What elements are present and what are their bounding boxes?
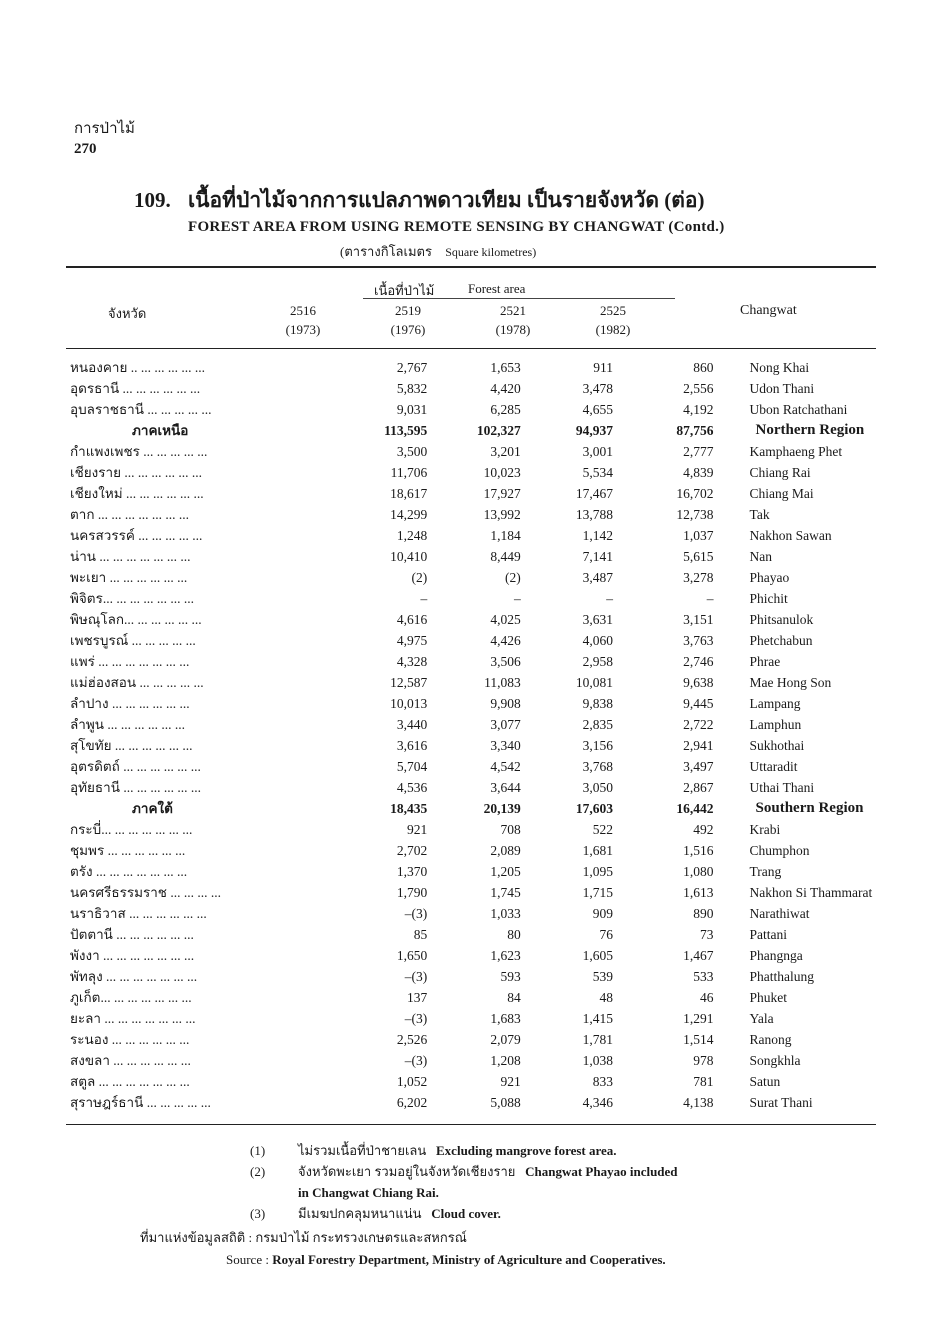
table-row xyxy=(70,840,941,861)
changwat-english: Phayao xyxy=(749,570,790,585)
forest-area-value: 4,346 xyxy=(582,1095,614,1110)
forest-area-value: 84 xyxy=(507,990,521,1005)
forest-area-value: 9,031 xyxy=(396,402,428,417)
changwat-thai: อุบลราชธานี ... ... ... ... ... xyxy=(70,402,212,417)
changwat-english: Pattani xyxy=(749,927,788,942)
year-be-4: 2525 xyxy=(600,303,626,318)
forest-area-value: 80 xyxy=(507,927,521,942)
forest-area-value: 2,867 xyxy=(683,780,714,795)
footnote-english: Cloud cover. xyxy=(431,1206,501,1221)
table-row xyxy=(70,987,941,1008)
table-row xyxy=(70,504,941,525)
year-ad-2: (1976) xyxy=(390,322,426,337)
changwat-english: Yala xyxy=(749,1011,774,1026)
changwat-english: Narathiwat xyxy=(749,906,810,921)
source-english-text: Royal Forestry Department, Ministry of Agriculture and Cooperatives. xyxy=(272,1252,666,1267)
year-be-3: 2521 xyxy=(500,303,526,318)
changwat-thai: ภาคเหนือ xyxy=(132,423,189,438)
changwat-thai: ชุมพร ... ... ... ... ... ... xyxy=(70,843,186,858)
forest-area-value: 18,617 xyxy=(390,486,428,501)
forest-area-value: – xyxy=(606,591,614,606)
forest-area-value: 3,478 xyxy=(582,381,614,396)
source-thai-text: กรมป่าไม้ กระทรวงเกษตรและสหกรณ์ xyxy=(255,1230,467,1245)
forest-area-value: 1,080 xyxy=(683,864,714,879)
changwat-english: Krabi xyxy=(749,822,781,837)
forest-area-value: 9,638 xyxy=(683,675,714,690)
forest-area-value: 85 xyxy=(413,927,428,942)
changwat-thai: ภาคใต้ xyxy=(132,801,173,816)
footnote-1 xyxy=(250,1140,678,1161)
forest-area-value: 708 xyxy=(500,822,521,837)
forest-area-value: 10,013 xyxy=(390,696,428,711)
header-rule xyxy=(66,348,876,349)
forest-area-value: 2,079 xyxy=(490,1032,521,1047)
changwat-english: Nakhon Si Thammarat xyxy=(749,885,873,900)
changwat-thai: พังงา ... ... ... ... ... ... ... xyxy=(70,948,195,963)
changwat-thai: ลำพูน ... ... ... ... ... ... xyxy=(70,717,185,732)
table-row xyxy=(70,441,941,462)
footnotes xyxy=(250,1140,678,1224)
forest-area-value: (2) xyxy=(411,570,428,585)
year-be-1: 2516 xyxy=(290,303,316,318)
forest-area-value: 3,497 xyxy=(683,759,714,774)
changwat-thai: ภูเก็ต... ... ... ... ... ... ... xyxy=(70,990,192,1005)
forest-area-value: 1,715 xyxy=(582,885,614,900)
table-row xyxy=(70,903,941,924)
forest-area-table xyxy=(70,357,941,1113)
forest-area-value: 7,141 xyxy=(582,549,614,564)
forest-area-value: 1,605 xyxy=(582,948,614,963)
forest-area-value: 10,410 xyxy=(390,549,428,564)
forest-area-value: 113,595 xyxy=(384,423,428,438)
changwat-english: Surat Thani xyxy=(749,1095,813,1110)
forest-area-value: 10,081 xyxy=(575,675,614,690)
forest-area-value: 860 xyxy=(693,360,714,375)
changwat-thai: พะเยา ... ... ... ... ... ... xyxy=(70,570,188,585)
changwat-thai: อุตรดิตถ์ ... ... ... ... ... ... xyxy=(70,759,201,774)
changwat-english: Phuket xyxy=(749,990,788,1005)
changwat-thai: อุทัยธานี ... ... ... ... ... ... xyxy=(70,780,201,795)
forest-area-value: 12,587 xyxy=(390,675,428,690)
running-head: การป่าไม้ xyxy=(74,121,135,137)
forest-area-value: 18,435 xyxy=(390,801,428,816)
forest-area-value: 1,033 xyxy=(490,906,521,921)
forest-area-value: 3,616 xyxy=(396,738,428,753)
forest-area-value: 87,756 xyxy=(676,423,714,438)
forest-area-value: 533 xyxy=(693,969,714,984)
forest-area-value: 48 xyxy=(599,990,614,1005)
table-row xyxy=(70,609,941,630)
forest-area-value: 3,156 xyxy=(582,738,614,753)
forest-area-value: 94,937 xyxy=(575,423,614,438)
forest-area-value: 4,616 xyxy=(396,612,428,627)
forest-area-value: 102,327 xyxy=(476,423,521,438)
forest-area-value: 6,285 xyxy=(490,402,521,417)
changwat-english: Chiang Mai xyxy=(749,486,814,501)
footnote-english: Excluding mangrove forest area. xyxy=(436,1143,617,1158)
forest-area-value: 5,088 xyxy=(490,1095,521,1110)
table-number: 109. xyxy=(134,188,171,212)
forest-area-value: 1,142 xyxy=(582,528,614,543)
forest-area-value: 46 xyxy=(700,990,714,1005)
forest-area-value: –(3) xyxy=(404,906,428,921)
forest-area-value: 10,023 xyxy=(483,465,521,480)
changwat-english: Phitsanulok xyxy=(749,612,814,627)
forest-area-value: 3,201 xyxy=(490,444,521,459)
year-ad-1: (1973) xyxy=(285,322,321,337)
forest-area-value: 2,958 xyxy=(582,654,614,669)
forest-area-value: 4,536 xyxy=(396,780,428,795)
year-ad-3: (1978) xyxy=(495,322,531,337)
forest-area-value: 1,683 xyxy=(490,1011,521,1026)
changwat-thai: กระบี่... ... ... ... ... ... ... xyxy=(70,822,193,837)
table-row xyxy=(70,861,941,882)
table-row xyxy=(70,882,941,903)
forest-area-value: 909 xyxy=(592,906,614,921)
forest-area-value: 3,768 xyxy=(582,759,614,774)
changwat-thai: เชียงใหม่ ... ... ... ... ... ... xyxy=(70,486,204,501)
forest-area-value: – xyxy=(706,591,714,606)
forest-area-value: 3,278 xyxy=(683,570,714,585)
forest-area-value: 492 xyxy=(693,822,714,837)
table-title-thai xyxy=(134,184,705,217)
forest-area-value: 2,777 xyxy=(683,444,714,459)
forest-area-value: 5,615 xyxy=(683,549,714,564)
forest-area-value: 11,083 xyxy=(484,675,521,690)
forest-area-value: 9,445 xyxy=(683,696,714,711)
footnote-english: Changwat Phayao included xyxy=(525,1164,678,1179)
changwat-thai: สุราษฎร์ธานี ... ... ... ... ... xyxy=(70,1095,211,1110)
table-row xyxy=(70,777,941,798)
forest-area-value: 1,790 xyxy=(396,885,428,900)
forest-area-value: 1,095 xyxy=(582,864,614,879)
table-row xyxy=(70,693,941,714)
forest-area-value: – xyxy=(514,591,521,606)
footnote-3 xyxy=(250,1203,678,1224)
forest-area-value: 1,370 xyxy=(396,864,428,879)
forest-area-value: 1,653 xyxy=(490,360,521,375)
changwat-english: Kamphaeng Phet xyxy=(749,444,843,459)
forest-area-value: 9,838 xyxy=(582,696,614,711)
forest-area-value: 2,526 xyxy=(396,1032,428,1047)
forest-area-value: 3,440 xyxy=(396,717,428,732)
footnote-number: (3) xyxy=(250,1206,266,1221)
changwat-thai: เชียงราย ... ... ... ... ... ... xyxy=(70,465,203,480)
year-be-2: 2519 xyxy=(395,303,421,318)
header-changwat-thai: จังหวัด xyxy=(108,306,147,321)
changwat-english: Uthai Thani xyxy=(749,780,815,795)
forest-area-value: 17,467 xyxy=(575,486,614,501)
forest-area-value: 17,603 xyxy=(575,801,614,816)
footnote-2-continued xyxy=(250,1182,678,1203)
footnote-english-continued: in Changwat Chiang Rai. xyxy=(298,1185,439,1200)
forest-area-value: 2,746 xyxy=(683,654,714,669)
forest-area-value: 1,745 xyxy=(490,885,521,900)
forest-area-value: 4,975 xyxy=(396,633,428,648)
table-row xyxy=(70,462,941,483)
changwat-thai: สตูล ... ... ... ... ... ... ... xyxy=(70,1074,190,1089)
header-forest-area-english: Forest area xyxy=(468,281,526,296)
units-english: Square kilometres) xyxy=(445,245,537,259)
changwat-english: Phangnga xyxy=(749,948,803,963)
forest-area-value: –(3) xyxy=(404,1011,428,1026)
forest-area-value: 3,500 xyxy=(396,444,428,459)
forest-area-value: 1,248 xyxy=(396,528,428,543)
changwat-english: Mae Hong Son xyxy=(749,675,832,690)
source-thai xyxy=(140,1227,467,1248)
changwat-english: Udon Thani xyxy=(749,381,815,396)
table-row xyxy=(70,966,941,987)
table-row xyxy=(70,1071,941,1092)
changwat-thai: สงขลา ... ... ... ... ... ... xyxy=(70,1053,191,1068)
changwat-english: Satun xyxy=(749,1074,781,1089)
forest-area-value: 73 xyxy=(700,927,714,942)
changwat-english: Northern Region xyxy=(755,422,865,438)
changwat-english: Uttaradit xyxy=(749,759,798,774)
forest-area-value: 539 xyxy=(592,969,614,984)
forest-area-value: 6,202 xyxy=(396,1095,428,1110)
forest-area-value: 3,151 xyxy=(683,612,714,627)
forest-area-value: 3,077 xyxy=(490,717,521,732)
forest-area-value: 2,702 xyxy=(396,843,428,858)
forest-area-value: 3,644 xyxy=(490,780,521,795)
changwat-thai: แม่ฮ่องสอน ... ... ... ... ... xyxy=(70,675,204,690)
forest-area-value: 4,426 xyxy=(490,633,521,648)
forest-area-value: 3,340 xyxy=(490,738,521,753)
source-english-label: Source : xyxy=(226,1252,269,1267)
footnote-thai: ไม่รวมเนื้อที่ป่าชายเลน xyxy=(298,1143,427,1158)
forest-area-value: 20,139 xyxy=(483,801,521,816)
forest-area-value: 14,299 xyxy=(390,507,428,522)
forest-area-value: 911 xyxy=(593,360,614,375)
forest-area-value: 1,516 xyxy=(683,843,714,858)
units-thai: (ตารางกิโลเมตร xyxy=(340,244,432,259)
forest-area-value: –(3) xyxy=(404,969,428,984)
forest-area-value: 11,706 xyxy=(390,465,428,480)
page-number: 270 xyxy=(74,141,97,157)
forest-area-value: 4,542 xyxy=(490,759,521,774)
table-row xyxy=(70,819,941,840)
changwat-english: Ranong xyxy=(749,1032,792,1047)
changwat-english: Nakhon Sawan xyxy=(749,528,832,543)
forest-area-value: 4,138 xyxy=(683,1095,714,1110)
forest-area-value: 3,763 xyxy=(683,633,714,648)
table-row xyxy=(70,924,941,945)
table-title-english: FOREST AREA FROM USING REMOTE SENSING BY CHANGWAT (Contd.) xyxy=(188,219,725,235)
forest-area-value: 781 xyxy=(693,1074,714,1089)
forest-area-value: 2,089 xyxy=(490,843,521,858)
forest-area-value: 137 xyxy=(407,990,428,1005)
table-row xyxy=(70,945,941,966)
forest-area-value: 4,060 xyxy=(582,633,614,648)
table-row xyxy=(70,546,941,567)
forest-area-value: 9,908 xyxy=(490,696,521,711)
forest-area-value: 4,025 xyxy=(490,612,521,627)
source-thai-label: ที่มาแห่งข้อมูลสถิติ : xyxy=(140,1230,253,1245)
changwat-thai: อุดรธานี ... ... ... ... ... ... xyxy=(70,381,201,396)
header-forest-area-thai: เนื้อที่ป่าไม้ xyxy=(374,283,435,298)
forest-area-value: 1,291 xyxy=(683,1011,714,1026)
forest-area-value: – xyxy=(420,591,428,606)
header-changwat-english: Changwat xyxy=(740,303,797,318)
forest-area-value: 833 xyxy=(592,1074,614,1089)
changwat-english: Songkhla xyxy=(749,1053,801,1068)
forest-area-value: 2,835 xyxy=(582,717,614,732)
forest-area-value: 1,467 xyxy=(683,948,714,963)
changwat-english: Phatthalung xyxy=(749,969,815,984)
forest-area-value: 5,832 xyxy=(396,381,428,396)
changwat-english: Phichit xyxy=(749,591,788,606)
changwat-thai: กำแพงเพชร ... ... ... ... ... xyxy=(70,444,208,459)
footnote-thai: มีเมฆปกคลุมหนาแน่น xyxy=(298,1206,422,1221)
changwat-thai: ตรัง ... ... ... ... ... ... ... xyxy=(70,864,188,879)
table-row xyxy=(70,525,941,546)
table-row xyxy=(70,378,941,399)
changwat-english: Chiang Rai xyxy=(749,465,811,480)
changwat-thai: เพชรบูรณ์ ... ... ... ... ... xyxy=(70,633,196,648)
forest-area-value: 1,681 xyxy=(582,843,614,858)
forest-area-value: 76 xyxy=(599,927,614,942)
table-row xyxy=(70,483,941,504)
year-ad-4: (1982) xyxy=(595,322,631,337)
changwat-english: Chumphon xyxy=(749,843,810,858)
changwat-english: Phrae xyxy=(749,654,781,669)
forest-area-value: 921 xyxy=(407,822,428,837)
changwat-thai: สุโขทัย ... ... ... ... ... ... xyxy=(70,738,193,753)
forest-area-value: 3,001 xyxy=(582,444,614,459)
table-row xyxy=(70,1029,941,1050)
forest-area-value: 5,534 xyxy=(582,465,614,480)
forest-area-value: 8,449 xyxy=(490,549,521,564)
forest-area-value: 1,052 xyxy=(396,1074,428,1089)
table-row xyxy=(70,1092,941,1113)
changwat-thai: นราธิวาส ... ... ... ... ... ... xyxy=(70,906,207,921)
region-row xyxy=(70,420,941,441)
table-row xyxy=(70,672,941,693)
changwat-thai: ยะลา ... ... ... ... ... ... ... xyxy=(70,1011,196,1026)
changwat-english: Ubon Ratchathani xyxy=(749,402,848,417)
forest-area-value: 522 xyxy=(592,822,614,837)
forest-area-value: 1,650 xyxy=(396,948,428,963)
forest-area-value: 1,208 xyxy=(490,1053,521,1068)
forest-area-value: 593 xyxy=(500,969,521,984)
forest-area-value: 4,192 xyxy=(683,402,714,417)
table-row xyxy=(70,1008,941,1029)
forest-area-value: 13,788 xyxy=(575,507,614,522)
table-row xyxy=(70,1050,941,1071)
changwat-english: Tak xyxy=(749,507,770,522)
changwat-english: Phetchabun xyxy=(749,633,813,648)
forest-area-value: (2) xyxy=(505,570,521,585)
bottom-rule xyxy=(66,1124,876,1125)
changwat-english: Nong Khai xyxy=(749,360,810,375)
table-row xyxy=(70,756,941,777)
table-row xyxy=(70,630,941,651)
title-thai-text: เนื้อที่ป่าไม้จากการแปลภาพดาวเทียม เป็นรายจังหวัด (ต่อ) xyxy=(188,188,705,212)
changwat-english: Lampang xyxy=(749,696,801,711)
changwat-thai: ปัตตานี ... ... ... ... ... ... xyxy=(70,927,194,942)
source-english xyxy=(226,1249,666,1270)
forest-area-value: 1,623 xyxy=(490,948,521,963)
changwat-thai: น่าน ... ... ... ... ... ... ... xyxy=(70,549,191,564)
forest-area-value: 978 xyxy=(693,1053,714,1068)
changwat-thai: พิษณุโลก... ... ... ... ... ... xyxy=(70,612,202,627)
table-row xyxy=(70,567,941,588)
forest-area-value: 4,655 xyxy=(582,402,614,417)
forest-area-value: 1,514 xyxy=(683,1032,714,1047)
forest-area-value: 3,487 xyxy=(582,570,614,585)
forest-area-value: 2,767 xyxy=(396,360,428,375)
forest-area-value: –(3) xyxy=(404,1053,428,1068)
forest-area-value: 2,722 xyxy=(683,717,714,732)
forest-area-value: 1,781 xyxy=(582,1032,614,1047)
forest-area-value: 16,442 xyxy=(676,801,714,816)
forest-area-value: 1,205 xyxy=(490,864,521,879)
changwat-thai: แพร่ ... ... ... ... ... ... ... xyxy=(70,654,190,669)
table-row xyxy=(70,588,941,609)
changwat-english: Southern Region xyxy=(755,800,864,816)
forest-area-value: 4,839 xyxy=(683,465,714,480)
forest-area-value: 3,506 xyxy=(490,654,521,669)
changwat-thai: ระนอง ... ... ... ... ... ... xyxy=(70,1032,190,1047)
forest-area-value: 13,992 xyxy=(483,507,521,522)
forest-area-value: 2,941 xyxy=(683,738,714,753)
changwat-thai: หนองคาย .. ... ... ... ... ... xyxy=(70,360,205,375)
changwat-thai: นครสวรรค์ ... ... ... ... ... xyxy=(70,528,203,543)
forest-area-value: 4,328 xyxy=(396,654,428,669)
forest-area-value: 1,037 xyxy=(683,528,714,543)
forest-area-value: 1,184 xyxy=(490,528,521,543)
table-row xyxy=(70,357,941,378)
changwat-thai: พัทลุง ... ... ... ... ... ... ... xyxy=(70,969,198,984)
region-row xyxy=(70,798,941,819)
changwat-thai: นครศรีธรรมราช ... ... ... ... xyxy=(70,885,221,900)
table-row xyxy=(70,651,941,672)
changwat-english: Trang xyxy=(749,864,782,879)
changwat-thai: พิจิตร... ... ... ... ... ... ... xyxy=(70,591,194,606)
forest-area-value: 16,702 xyxy=(676,486,714,501)
footnote-2 xyxy=(250,1161,678,1182)
changwat-thai: ตาก ... ... ... ... ... ... ... xyxy=(70,507,190,522)
changwat-english: Nan xyxy=(749,549,773,564)
forest-area-value: 1,038 xyxy=(582,1053,614,1068)
table-row xyxy=(70,735,941,756)
forest-area-value: 2,556 xyxy=(683,381,714,396)
forest-area-value: 17,927 xyxy=(483,486,521,501)
top-rule xyxy=(66,266,876,268)
changwat-english: Lamphun xyxy=(749,717,802,732)
table-row xyxy=(70,399,941,420)
forest-area-value: 890 xyxy=(693,906,714,921)
table-row xyxy=(70,714,941,735)
footnote-thai: จังหวัดพะเยา รวมอยู่ในจังหวัดเชียงราย xyxy=(298,1164,516,1179)
forest-area-value: 3,631 xyxy=(582,612,614,627)
footnote-number: (2) xyxy=(250,1164,266,1179)
changwat-english: Sukhothai xyxy=(749,738,805,753)
forest-area-value: 1,415 xyxy=(582,1011,614,1026)
units-label xyxy=(340,241,536,262)
changwat-thai: ลำปาง ... ... ... ... ... ... xyxy=(70,696,190,711)
forest-area-value: 12,738 xyxy=(676,507,714,522)
forest-area-value: 5,704 xyxy=(396,759,428,774)
forest-area-value: 4,420 xyxy=(490,381,521,396)
footnote-number: (1) xyxy=(250,1143,266,1158)
forest-area-value: 1,613 xyxy=(683,885,714,900)
forest-area-value: 3,050 xyxy=(582,780,614,795)
forest-area-value: 921 xyxy=(500,1074,521,1089)
